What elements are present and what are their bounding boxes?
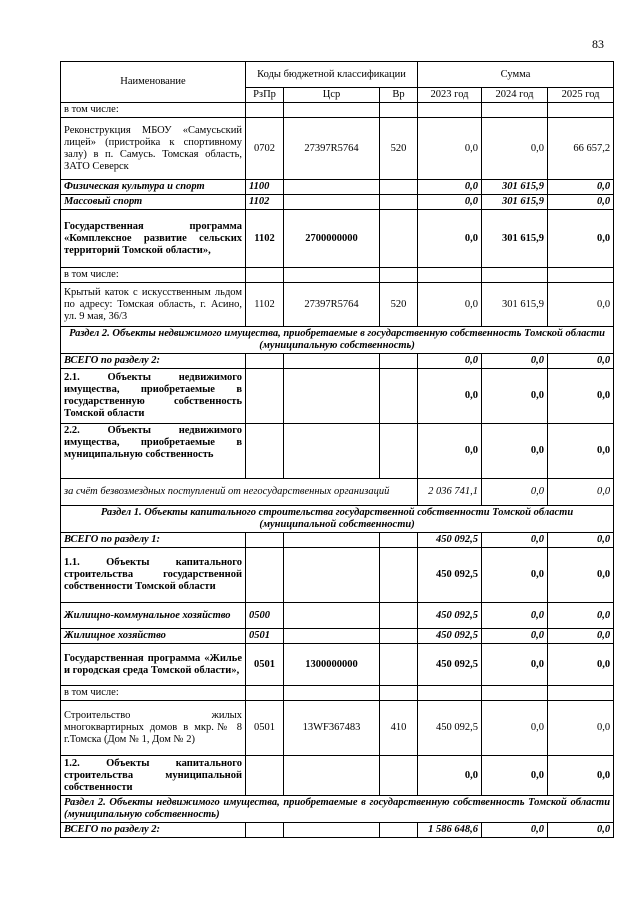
row-2023: 450 092,5 xyxy=(418,629,482,644)
row-name: Строительство жилых многоквартирных домов в мкр.№ 8 г.Томска (Дом № 1, Дом № 2) xyxy=(61,701,246,756)
row-name: в том числе: xyxy=(61,686,246,701)
row-2024: 0,0 xyxy=(482,533,548,548)
header-csr: Цср xyxy=(284,88,380,103)
row-name: ВСЕГО по разделу 2: xyxy=(61,354,246,369)
table-row xyxy=(61,603,614,629)
row-2024: 301 615,9 xyxy=(482,195,548,210)
row-2024: 0,0 xyxy=(482,548,548,603)
table-row xyxy=(61,479,614,506)
header-2023: 2023 год xyxy=(418,88,482,103)
row-2025: 66 657,2 xyxy=(548,118,614,180)
row-rzpr: 1102 xyxy=(246,195,284,210)
header-2025: 2025 год xyxy=(548,88,614,103)
table-row xyxy=(61,823,614,838)
row-2023: 0,0 xyxy=(418,756,482,796)
row-2024: 0,0 xyxy=(482,629,548,644)
table-row xyxy=(61,644,614,686)
header-row xyxy=(61,62,614,88)
row-2023: 0,0 xyxy=(418,354,482,369)
page-number: 83 xyxy=(592,37,604,51)
row-csr: 1300000000 xyxy=(284,644,380,686)
row-name: Жилищное хозяйство xyxy=(61,629,246,644)
row-name: Государственная программа «Жилье и городская среда Томской области», xyxy=(61,644,246,686)
row-name: за счёт безвозмездных поступлений от негосударственных организаций xyxy=(61,479,418,506)
row-2023: 1 586 648,6 xyxy=(418,823,482,838)
row-2025: 0,0 xyxy=(548,354,614,369)
row-2023: 0,0 xyxy=(418,195,482,210)
header-rzpr: РзПр xyxy=(246,88,284,103)
row-2024: 301 615,9 xyxy=(482,283,548,327)
row-2023: 450 092,5 xyxy=(418,701,482,756)
row-2023: 0,0 xyxy=(418,424,482,479)
row-2024: 0,0 xyxy=(482,369,548,424)
table-row xyxy=(61,701,614,756)
row-vr: 410 xyxy=(380,701,418,756)
table-row xyxy=(61,533,614,548)
row-name: Реконструкция МБОУ «Самусьский лицей» (пристройка к спортивному залу) в п. Самусь. Томская область, ЗАТО Северск xyxy=(61,118,246,180)
row-rzpr: 0501 xyxy=(246,644,284,686)
header-vr: Вр xyxy=(380,88,418,103)
row-rzpr: 1102 xyxy=(246,210,284,268)
row-2023: 0,0 xyxy=(418,180,482,195)
row-2024: 0,0 xyxy=(482,644,548,686)
row-2023: 0,0 xyxy=(418,283,482,327)
row-vr: 520 xyxy=(380,118,418,180)
row-2025: 0,0 xyxy=(548,548,614,603)
row-name: в том числе: xyxy=(61,103,246,118)
table-row xyxy=(61,424,614,479)
section-heading: Раздел 2. Объекты недвижимого имущества, приобретаемые в государственную собственность Томской области (муниципальную собственность) xyxy=(61,327,614,354)
table-row xyxy=(61,195,614,210)
row-2025: 0,0 xyxy=(548,369,614,424)
row-csr: 2700000000 xyxy=(284,210,380,268)
table-row xyxy=(61,210,614,268)
row-rzpr: 0702 xyxy=(246,118,284,180)
section-heading-row xyxy=(61,327,614,354)
row-name: ВСЕГО по разделу 2: xyxy=(61,823,246,838)
row-csr: 13WF367483 xyxy=(284,701,380,756)
row-name: Жилищно-коммунальное хозяйство xyxy=(61,603,246,629)
row-vr: 520 xyxy=(380,283,418,327)
table-row xyxy=(61,268,614,283)
row-2023: 2 036 741,1 xyxy=(418,479,482,506)
table-row xyxy=(61,283,614,327)
row-2025: 0,0 xyxy=(548,629,614,644)
row-csr: 27397R5764 xyxy=(284,283,380,327)
row-rzpr: 0500 xyxy=(246,603,284,629)
row-2024: 0,0 xyxy=(482,479,548,506)
row-2023: 0,0 xyxy=(418,118,482,180)
header-sum: Сумма xyxy=(418,62,614,88)
row-2023: 0,0 xyxy=(418,369,482,424)
row-2025: 0,0 xyxy=(548,424,614,479)
section-heading-row xyxy=(61,506,614,533)
section-heading: Раздел 1. Объекты капитального строительства государственной собственности Томской области (муниципальной собственности) xyxy=(61,506,614,533)
row-name: 1.2. Объекты капитального строительства муниципальной собственности xyxy=(61,756,246,796)
row-2025: 0,0 xyxy=(548,701,614,756)
row-2024: 0,0 xyxy=(482,354,548,369)
row-name: 1.1. Объекты капитального строительства государственной собственности Томской области xyxy=(61,548,246,603)
table-row xyxy=(61,686,614,701)
row-name: 2.1. Объекты недвижимого имущества, приобретаемые в государственную собственность Томской области xyxy=(61,369,246,424)
table-row xyxy=(61,118,614,180)
header-name: Наименование xyxy=(61,62,246,103)
table-row xyxy=(61,548,614,603)
row-rzpr: 1102 xyxy=(246,283,284,327)
row-2023: 450 092,5 xyxy=(418,603,482,629)
row-2024: 301 615,9 xyxy=(482,210,548,268)
table-row xyxy=(61,756,614,796)
row-2024: 0,0 xyxy=(482,118,548,180)
header-codes: Коды бюджетной классификации xyxy=(246,62,418,88)
row-2025: 0,0 xyxy=(548,603,614,629)
row-2024: 0,0 xyxy=(482,424,548,479)
row-name: 2.2. Объекты недвижимого имущества, приобретаемые в муниципальную собственность xyxy=(61,424,246,479)
row-2025: 0,0 xyxy=(548,533,614,548)
row-name: Крытый каток с искусственным льдом по адресу: Томская область, г. Асино, ул. 9 мая, 36/3 xyxy=(61,283,246,327)
table-row xyxy=(61,369,614,424)
row-rzpr: 0501 xyxy=(246,701,284,756)
row-2023: 450 092,5 xyxy=(418,548,482,603)
section-heading: Раздел 2. Объекты недвижимого имущества, приобретаемые в государственную собственность Томской области (муниципальную собственность) xyxy=(61,796,614,823)
header-2024: 2024 год xyxy=(482,88,548,103)
table-row xyxy=(61,180,614,195)
section-heading-row xyxy=(61,796,614,823)
budget-table xyxy=(60,61,614,838)
row-2025: 0,0 xyxy=(548,823,614,838)
row-2024: 0,0 xyxy=(482,756,548,796)
row-2023: 450 092,5 xyxy=(418,644,482,686)
row-rzpr: 0501 xyxy=(246,629,284,644)
row-2025: 0,0 xyxy=(548,644,614,686)
row-2023: 450 092,5 xyxy=(418,533,482,548)
row-csr: 27397R5764 xyxy=(284,118,380,180)
row-2025: 0,0 xyxy=(548,180,614,195)
row-2025: 0,0 xyxy=(548,756,614,796)
row-2025: 0,0 xyxy=(548,195,614,210)
row-2025: 0,0 xyxy=(548,283,614,327)
row-2024: 0,0 xyxy=(482,701,548,756)
row-name: Физическая культура и спорт xyxy=(61,180,246,195)
row-2024: 0,0 xyxy=(482,603,548,629)
table-row xyxy=(61,629,614,644)
row-rzpr: 1100 xyxy=(246,180,284,195)
row-name: Массовый спорт xyxy=(61,195,246,210)
table-row xyxy=(61,103,614,118)
row-2025: 0,0 xyxy=(548,479,614,506)
table-row xyxy=(61,354,614,369)
row-name: в том числе: xyxy=(61,268,246,283)
row-2024: 0,0 xyxy=(482,823,548,838)
row-name: ВСЕГО по разделу 1: xyxy=(61,533,246,548)
row-name: Государственная программа «Комплексное развитие сельских территорий Томской области», xyxy=(61,210,246,268)
row-2025: 0,0 xyxy=(548,210,614,268)
row-2024: 301 615,9 xyxy=(482,180,548,195)
row-2023: 0,0 xyxy=(418,210,482,268)
